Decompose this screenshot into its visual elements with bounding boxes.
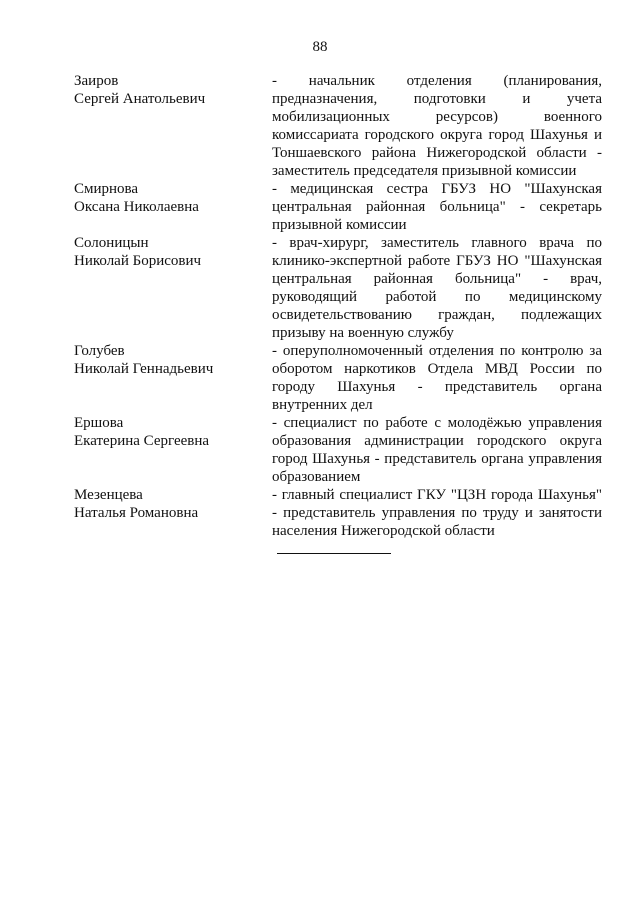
member-role: - врач-хирург, заместитель главного врача по клинико-экспертной работе ГБУЗ НО "Шахунская центральная районная больница" - врач, руководящий работой по медицинскому освидетельствованию граждан, подлежащих призыву на военную службу (272, 235, 602, 341)
member-entry (74, 342, 602, 414)
member-role: - медицинская сестра ГБУЗ НО "Шахунская центральная районная больница" - секретарь призывной комиссии (272, 181, 602, 233)
member-entry (74, 486, 602, 540)
member-entry (74, 414, 602, 486)
end-divider-line (277, 553, 391, 554)
member-name (74, 234, 272, 270)
member-name (74, 342, 272, 378)
member-name (74, 486, 272, 522)
member-role: - начальник отделения (планирования, предназначения, подготовки и учета мобилизационных ресурсов) военного комиссариата городского округа город Шахунья и Тоншаевского района Нижегородской области - заместитель председателя призывной комиссии (272, 73, 602, 179)
page-number: 88 (312, 39, 328, 55)
member-given-names: Наталья Романовна (74, 505, 199, 521)
commission-members-list (74, 72, 602, 540)
member-entry (74, 72, 602, 180)
member-given-names: Оксана Николаевна (74, 199, 199, 215)
member-given-names: Николай Борисович (74, 253, 202, 269)
member-given-names: Екатерина Сергеевна (74, 433, 210, 449)
member-surname: Мезенцева (74, 487, 143, 503)
member-name (74, 414, 272, 450)
member-name (74, 180, 272, 216)
member-surname: Голубев (74, 343, 125, 359)
member-surname: Солоницын (74, 235, 149, 251)
member-name (74, 72, 272, 108)
member-surname: Смирнова (74, 181, 139, 197)
member-role: - главный специалист ГКУ "ЦЗН города Шахунья" - представитель управления по труду и занятости населения Нижегородской области (272, 487, 602, 539)
member-given-names: Николай Геннадьевич (74, 361, 214, 377)
member-entry (74, 180, 602, 234)
member-surname: Ершова (74, 415, 124, 431)
member-given-names: Сергей Анатольевич (74, 91, 206, 107)
member-surname: Заиров (74, 73, 119, 89)
member-entry (74, 234, 602, 342)
member-role: - оперуполномоченный отделения по контролю за оборотом наркотиков Отдела МВД России по городу Шахунья - представитель органа внутренних дел (272, 343, 602, 413)
member-role: - специалист по работе с молодёжью управления образования администрации городского округа город Шахунья - представитель органа управления образованием (272, 415, 602, 485)
